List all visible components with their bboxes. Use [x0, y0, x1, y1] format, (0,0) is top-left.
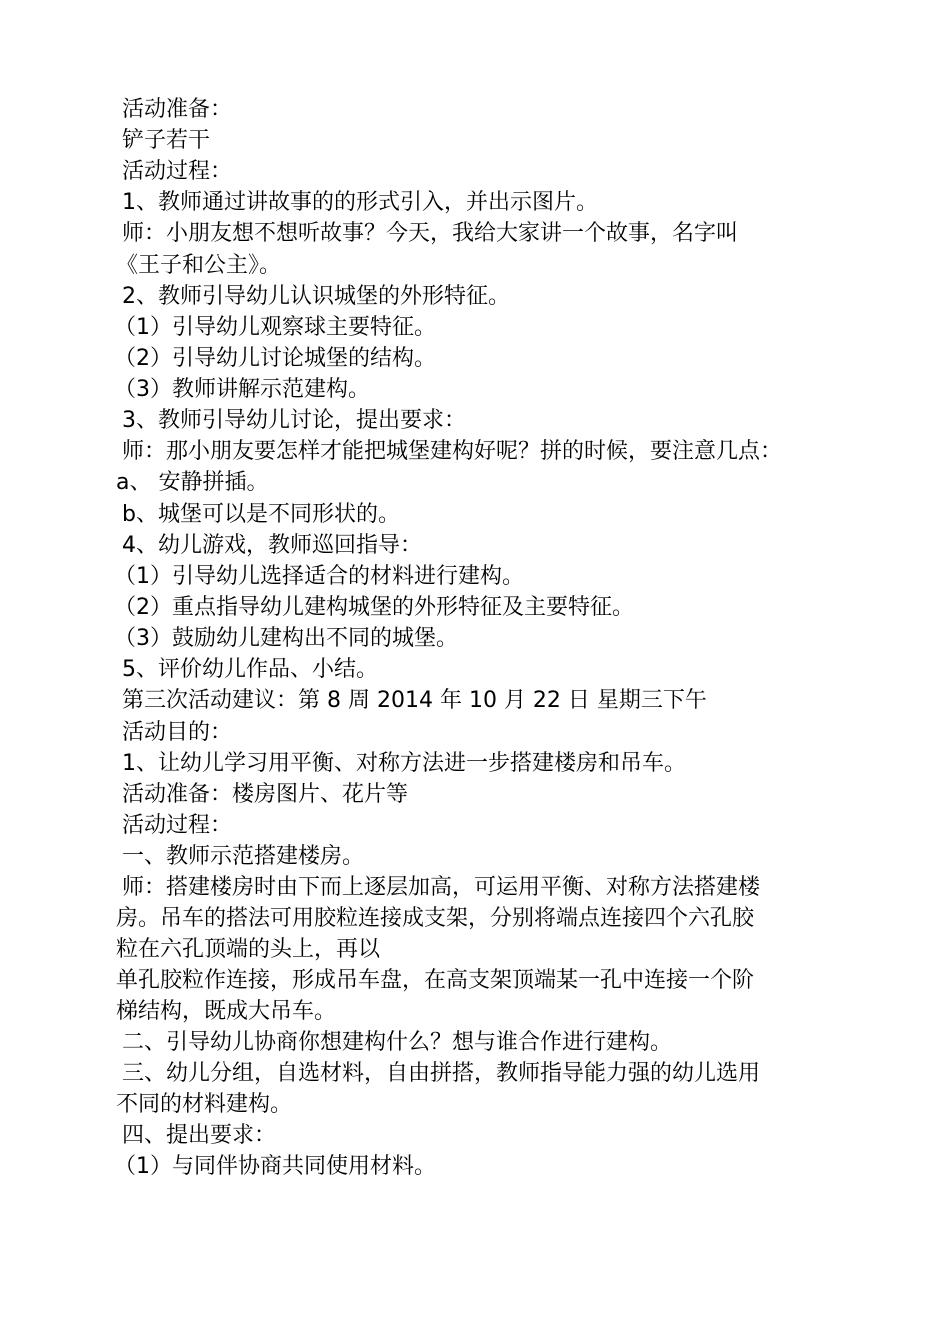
text-line: （1）引导幼儿选择适合的材料进行建构。: [114, 564, 524, 589]
text-line: 活动目的：: [122, 720, 233, 745]
text-line: 房。吊车的搭法可用胶粒连接成支架，分别将端点连接四个六孔胶: [116, 906, 755, 931]
text-line: 《王子和公主》。: [116, 253, 282, 278]
text-line: 一、教师示范搭建楼房。: [122, 844, 365, 869]
text-line: 单孔胶粒作连接，形成吊车盘，在高支架顶端某一孔中连接一个阶: [116, 968, 755, 993]
text-line: 粒在六孔顶端的头上，再以: [116, 937, 381, 962]
text-line: 2、教师引导幼儿认识城堡的外形特征。: [122, 284, 510, 309]
text-line: 师：那小朋友要怎样才能把城堡建构好呢？拼的时候，要注意几点：: [122, 439, 783, 464]
text-line: 1、教师通过讲故事的的形式引入，并出示图片。: [122, 190, 598, 215]
text-line: 梯结构，既成大吊车。: [116, 999, 337, 1024]
text-line: （2）重点指导幼儿建构城堡的外形特征及主要特征。: [114, 595, 634, 620]
text-line: （2）引导幼儿讨论城堡的结构。: [114, 346, 436, 371]
text-line: 三、幼儿分组，自选材料，自由拼搭，教师指导能力强的幼儿选用: [122, 1061, 761, 1086]
text-line: 四、提出要求：: [122, 1123, 277, 1148]
text-line: 5、评价幼儿作品、小结。: [122, 657, 378, 682]
text-line: 1、让幼儿学习用平衡、对称方法进一步搭建楼房和吊车。: [122, 751, 686, 776]
text-line: （1）与同伴协商共同使用材料。: [114, 1154, 436, 1179]
text-line: 二、引导幼儿协商你想建构什么？想与谁合作进行建构。: [122, 1030, 673, 1055]
text-line: 师：小朋友想不想听故事？今天，我给大家讲一个故事，名字叫: [122, 221, 739, 246]
text-line: 活动准备：: [122, 97, 233, 122]
text-line: （1）引导幼儿观察球主要特征。: [114, 315, 436, 340]
text-line: a、 安静拼插。: [116, 470, 269, 495]
text-line: 活动过程：: [122, 159, 233, 184]
text-line: b、城堡可以是不同形状的。: [122, 502, 400, 527]
text-line: 不同的材料建构。: [116, 1092, 293, 1117]
text-line: 4、幼儿游戏，教师巡回指导：: [122, 533, 422, 558]
text-line: （3）鼓励幼儿建构出不同的城堡。: [114, 626, 458, 651]
text-line: 活动准备：楼房图片、花片等: [122, 782, 409, 807]
text-line: 3、教师引导幼儿讨论，提出要求：: [122, 408, 466, 433]
text-line: 第三次活动建议：第 8 周 2014 年 10 月 22 日 星期三下午: [122, 688, 707, 713]
text-line: 活动过程：: [122, 813, 233, 838]
text-line: （3）教师讲解示范建构。: [114, 377, 370, 402]
text-line: 铲子若干: [122, 128, 211, 153]
text-line: 师：搭建楼房时由下而上逐层加高，可运用平衡、对称方法搭建楼: [122, 875, 761, 900]
